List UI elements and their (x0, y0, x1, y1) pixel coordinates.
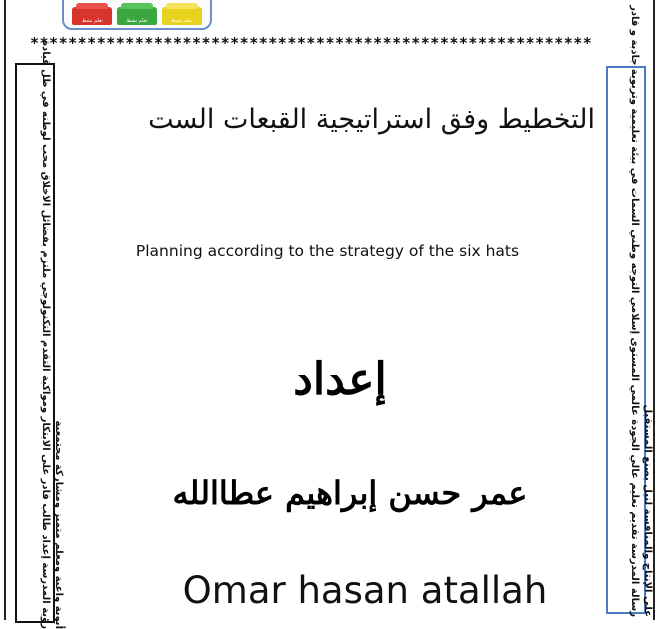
mission-text-line-2: على الإنتاج والمنافسة لنيل بصنع المستقبل (642, 404, 653, 617)
hat-label: تعلم نشط (126, 18, 148, 24)
author-name-english: Omar hasan atallah (182, 569, 548, 612)
star-separator: *********************************************************** (30, 34, 593, 52)
prepared-by-label: إعداد (293, 354, 387, 405)
yellow-hat-icon (162, 7, 202, 25)
hat-label: تعلم نشط (81, 18, 103, 24)
green-hat-icon (117, 7, 157, 25)
vision-text-line-2: أبوية واعية ومعلم متميز ومشاركة مجتمعية (53, 420, 64, 629)
author-name-arabic: عمر حسن إبراهيم عطاالله (172, 474, 528, 512)
school-logo (62, 0, 212, 30)
red-hat-icon (72, 7, 112, 25)
document-title-english: Planning according to the strategy of the six hats (135, 242, 520, 260)
vision-text-line-1: رؤية المدرسة إعداد طالب قادر على الابتكار ومواكبة التقدم التكنولوجي ملتزم بفضائل الاخلاق محب لوطنه في ظل قيادة (40, 40, 51, 629)
mission-text-line-1: رسالة المدرسة تقديم تعليم عالي الجودة عالمي المستوى إسلامي التوجه وطني السمات في بيئة تعليمية وتربوية جاذبة و قادر (629, 5, 640, 617)
school-mission-box (606, 5, 653, 617)
school-vision-box (15, 40, 64, 629)
document-title-arabic: التخطيط وفق استراتيجية القبعات الست (148, 104, 595, 135)
hat-label: تعلم نشط (171, 18, 193, 24)
page-edge-left (4, 0, 6, 620)
